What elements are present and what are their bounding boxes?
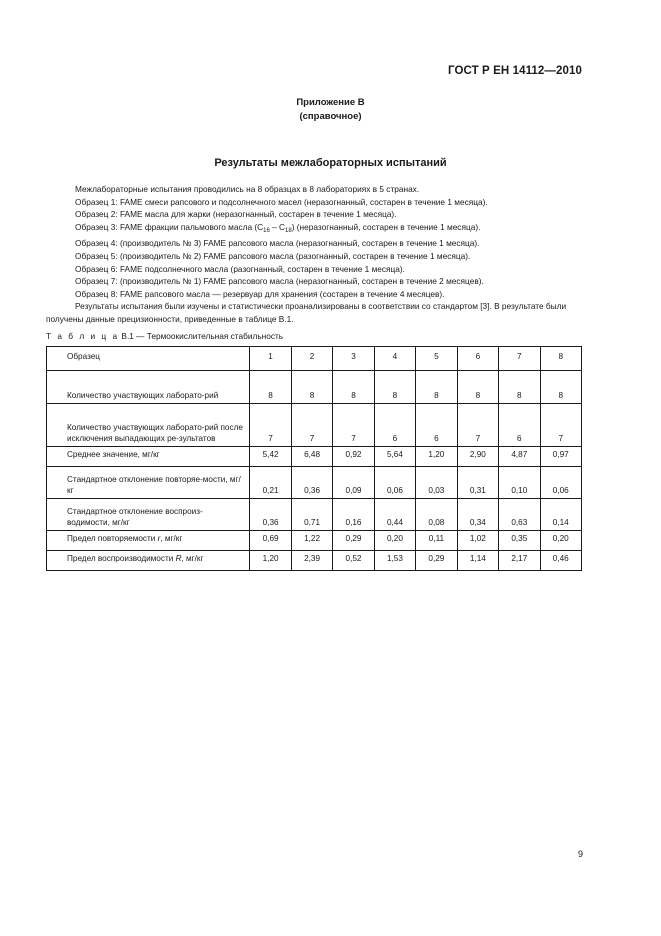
- table-row: [47, 499, 582, 531]
- conclusion-paragraph: Результаты испытания были изучены и статистически проанализированы в соответствии со стандартом [3]. В результате были получены данные прецизионности, приведенные в таблице В.1.: [46, 301, 567, 324]
- table-row: [47, 404, 582, 447]
- table-cell: 0,20: [374, 531, 415, 551]
- section-title: Результаты межлабораторных испытаний: [214, 157, 447, 169]
- table-row: [47, 531, 582, 551]
- table-cell: 0,29: [333, 531, 374, 551]
- sample-line-2: Образец 2: FAME масла для жарки (неразогнанный, состарен в течение 1 месяца).: [75, 209, 397, 220]
- sample-line-4: Образец 4: (производитель № 3) FAME рапсового масла (неразогнанный, состарен в течение 1 месяца).: [75, 238, 480, 249]
- page-number: 9: [577, 849, 583, 859]
- table-cell: 3: [333, 347, 374, 371]
- row-label: Образец: [47, 347, 250, 371]
- sample-line-6: Образец 6: FAME подсолнечного масла (разогнанный, состарен в течение 1 месяца).: [75, 263, 405, 274]
- table-cell: 8: [540, 347, 581, 371]
- table-cell: 1,02: [457, 531, 498, 551]
- table-cell: 7: [457, 404, 498, 447]
- table-cell: 0,46: [540, 551, 581, 571]
- table-cell: 1,53: [374, 551, 415, 571]
- sample-line-7: Образец 7: (производитель № 1) FAME рапсового масла (неразогнанный, состарен в течение 2 месяцев).: [75, 276, 484, 287]
- table-cell: 0,08: [416, 499, 457, 531]
- sample-line-5: Образец 5: (производитель № 2) FAME рапсового масла (разогнанный, состарен в течение 1 месяца).: [75, 250, 471, 261]
- table-cell: 2,17: [499, 551, 540, 571]
- table-cell: 5,64: [374, 447, 415, 467]
- table-cell: 0,20: [540, 531, 581, 551]
- table-cell: 0,09: [333, 467, 374, 499]
- table-cell: 1,14: [457, 551, 498, 571]
- table-cell: 8: [291, 371, 332, 404]
- table-cell: 0,10: [499, 467, 540, 499]
- row-label: Предел повторяемости r, мг/кг: [47, 531, 250, 551]
- table-cell: 1,20: [416, 447, 457, 467]
- table-cell: 8: [333, 371, 374, 404]
- table-cell: 0,03: [416, 467, 457, 499]
- table-row: [47, 467, 582, 499]
- table-cell: 0,14: [540, 499, 581, 531]
- table-cell: 0,06: [540, 467, 581, 499]
- table-cell: 5: [416, 347, 457, 371]
- row-label: Количество участвующих лаборато-рий после исключения выпадающих ре-зультатов: [47, 404, 250, 447]
- table-cell: 2,90: [457, 447, 498, 467]
- table-cell: 0,16: [333, 499, 374, 531]
- table-cell: 0,34: [457, 499, 498, 531]
- table-row: [47, 447, 582, 467]
- table-row: [47, 371, 582, 404]
- table-cell: 1,22: [291, 531, 332, 551]
- body-text: [46, 183, 586, 326]
- table-row: [47, 551, 582, 571]
- table-cell: 0,63: [499, 499, 540, 531]
- table-cell: 0,36: [250, 499, 291, 531]
- table-cell: 4,87: [499, 447, 540, 467]
- table-cell: 0,35: [499, 531, 540, 551]
- standard-code: ГОСТ Р ЕН 14112—2010: [447, 65, 582, 77]
- appendix-subtitle: (справочное): [299, 111, 362, 122]
- table-cell: 6: [374, 404, 415, 447]
- table-cell: 0,44: [374, 499, 415, 531]
- table-cell: 7: [499, 347, 540, 371]
- table-cell: 6: [457, 347, 498, 371]
- table-cell: 7: [333, 404, 374, 447]
- sample-line-3: Образец 3: FAME фракции пальмового масла $(С_{16} - С_{18})$ (неразогнанный, состарен в течение 1 месяца).: [75, 221, 481, 234]
- table-cell: 1,20: [250, 551, 291, 571]
- table-cell: 0,52: [333, 551, 374, 571]
- table-cell: 8: [374, 371, 415, 404]
- table-cell: 0,71: [291, 499, 332, 531]
- table-cell: 6: [499, 404, 540, 447]
- sample-line-8: Образец 8: FAME рапсового масла — резервуар для хранения (состарен в течение 4 месяцев).: [75, 288, 445, 299]
- stability-table: [46, 346, 582, 571]
- row-label: Стандартное отклонение воспроиз-водимости, мг/кг: [47, 499, 250, 531]
- table-cell: 0,92: [333, 447, 374, 467]
- table-cell: 2: [291, 347, 332, 371]
- table-cell: 7: [540, 404, 581, 447]
- table-cell: 0,21: [250, 467, 291, 499]
- table-cell: 0,11: [416, 531, 457, 551]
- appendix-heading: [0, 96, 661, 124]
- row-label: Количество участвующих лаборато-рий: [47, 371, 250, 404]
- table-cell: 4: [374, 347, 415, 371]
- table-cell: 7: [250, 404, 291, 447]
- table-cell: 8: [457, 371, 498, 404]
- table-cell: 0,06: [374, 467, 415, 499]
- table-cell: 6: [416, 404, 457, 447]
- table-row: [47, 347, 582, 371]
- table-cell: 0,36: [291, 467, 332, 499]
- table-cell: 1: [250, 347, 291, 371]
- table-caption: Т а б л и ц а В.1 — Термоокислительная стабильность: [46, 331, 284, 341]
- appendix-title: Приложение В: [296, 97, 365, 108]
- table-cell: 0,31: [457, 467, 498, 499]
- table-cell: 2,39: [291, 551, 332, 571]
- table-cell: 8: [416, 371, 457, 404]
- row-label: Среднее значение, мг/кг: [47, 447, 250, 467]
- table-cell: 0,29: [416, 551, 457, 571]
- table-cell: 8: [250, 371, 291, 404]
- table-cell: 0,69: [250, 531, 291, 551]
- table-cell: 5,42: [250, 447, 291, 467]
- table-cell: 7: [291, 404, 332, 447]
- table-cell: 6,48: [291, 447, 332, 467]
- table-cell: 8: [499, 371, 540, 404]
- row-label: Стандартное отклонение повторяе-мости, мг/кг: [47, 467, 250, 499]
- table-cell: 8: [540, 371, 581, 404]
- table-cell: 0,97: [540, 447, 581, 467]
- row-label: Предел воспроизводимости R, мг/кг: [47, 551, 250, 571]
- intro-paragraph: Межлабораторные испытания проводились на 8 образцах в 8 лабораториях в 5 странах.: [75, 184, 420, 194]
- sample-line-1: Образец 1: FAME смеси рапсового и подсолнечного масел (неразогнанный, состарен в течение 1 месяца).: [75, 196, 488, 207]
